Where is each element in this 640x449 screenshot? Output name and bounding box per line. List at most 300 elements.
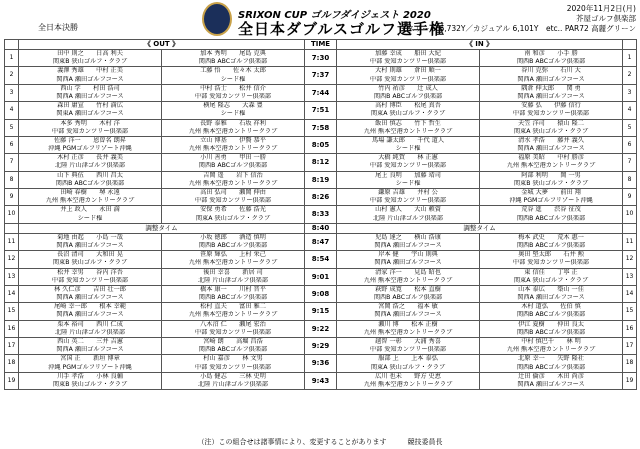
player-names: 中村 浩士 松井 信介 [200,84,266,92]
club-name: 中部 愛知カンツリー倶楽部 [51,276,129,284]
club-name: 九州 熊本空港カントリークラブ [188,179,278,187]
player-names: 高田 弘司 瀬岡 伸由 [200,189,266,196]
player-names: 栗本 裕司 西川 仁成 [57,320,123,328]
pair-cell [337,372,480,389]
club-name: 九州 熊本空港カントリークラブ [188,127,278,135]
player-names: 山村 憲人 大山 頼資 [375,206,441,214]
pair-cell [480,355,623,372]
club-name: 関西B ABCゴルフ倶楽部 [516,328,586,336]
player-names: 北原 幸一 矢野 隆社 [518,355,584,363]
table-row [5,67,637,84]
player-names: 竹内 祐彦 辻 成人 [378,84,438,92]
player-names: 後田 幸喜 新居 司 [203,268,263,276]
club-name: 関西A 瀬田ゴルフコース [517,92,585,100]
pair-cell [162,233,305,250]
pair-cell [337,50,480,67]
player-names: 辻田 倫彦 木田 尚彦 [518,372,584,380]
pair-cell [162,206,305,223]
pair-cell [480,303,623,320]
pair-cell [162,171,305,188]
player-names: 八木沼 仁 瀬尾 宏治 [200,320,266,328]
player-names: 阿部 利明 岡 一男 [521,171,581,179]
player-names: 安藤 弘 伊藤 信行 [521,102,581,110]
player-names: 鎌原 吉雄 井村 公 [378,189,438,196]
player-names: 梅本 武史 荒木 惠一 [518,233,584,241]
club-name: 中部 愛知カンツリー倶楽部 [369,58,447,66]
group-number: 18 [623,355,637,372]
pair-cell [19,355,162,372]
table-row [5,136,637,153]
group-number: 11 [623,233,637,250]
pair-cell [480,119,623,136]
tee-time: 8:19 [305,171,337,188]
pair-cell [162,102,305,119]
tee-time: 7:44 [305,84,337,101]
out-header: 《 OUT 》 [19,40,305,50]
group-number: 5 [623,119,637,136]
club-name: 九州 熊本空港カントリークラブ [363,276,453,284]
club-name: シード権 [220,75,246,83]
player-names: 越智 一彰 大浦 秀喜 [375,338,441,345]
club-name: 中部 愛知カンツリー倶楽部 [512,259,590,267]
club-name: 関西A 瀬田ゴルフコース [374,259,442,267]
group-number: 6 [623,136,637,153]
player-names: 瀬川 博 松本 正樹 [378,320,438,328]
group-number: 19 [5,372,19,389]
pair-cell [19,136,162,153]
logo-title: 全日本ダブルスゴルフ選手権 [238,20,445,38]
adjust-row [5,223,637,233]
group-number: 14 [623,285,637,302]
adjust-time: 8:40 [305,223,337,233]
club-name: 関西A 瀬田ゴルフコース [517,294,585,302]
group-number: 18 [5,355,19,372]
pair-cell [480,206,623,223]
group-number: 12 [623,251,637,268]
player-names: 大村 則雄 倉田 順一 [375,67,441,75]
table-row [5,285,637,302]
table-row [5,84,637,101]
club-name: 関西B ABCゴルフ倶楽部 [198,346,268,354]
club-name: 沖縄 PGMゴルフリゾート沖縄 [48,363,132,371]
pair-cell [480,189,623,206]
club-name: 関東B 狭山ゴルフ・クラブ [52,58,128,66]
club-name: 関西B ABCゴルフ倶楽部 [516,241,586,249]
player-names: 小島 健志 三林 史明 [200,372,266,380]
player-names: 飯田 慎志 竹下 哲生 [375,119,441,127]
player-names: 井上 政人 永田 満 [60,206,120,214]
club-name: 関西A 瀬田ゴルフコース [56,294,124,302]
time-header: TIME [305,40,337,50]
pair-cell [19,171,162,188]
pair-cell [162,50,305,67]
group-number: 14 [5,285,19,302]
pair-cell [19,338,162,355]
group-number: 10 [623,206,637,223]
tee-time: 9:36 [305,355,337,372]
player-names: 児島 達之 横山 浩康 [375,233,441,241]
pair-cell [480,320,623,337]
club-name: 関西A 瀬田ゴルフコース [374,311,442,319]
pair-cell [337,206,480,223]
pair-cell [337,102,480,119]
table-header [5,40,637,50]
player-names: 立山 博基 伊贅 恭平 [200,136,266,144]
pair-cell [19,102,162,119]
pair-cell [337,320,480,337]
pair-cell [162,285,305,302]
group-number: 2 [5,67,19,84]
pair-cell [19,50,162,67]
player-names: 菊地 由起 小島 一哉 [57,233,123,241]
group-number: 17 [5,338,19,355]
club-name: 九州 熊本空港カントリークラブ [188,259,278,267]
tee-time: 7:58 [305,119,337,136]
club-name: シード権 [395,145,421,153]
player-names: 川手 孝浩 小林 良輔 [57,372,123,380]
tee-time: 9:29 [305,338,337,355]
pair-cell [19,372,162,389]
table-row [5,355,637,372]
group-number: 16 [623,320,637,337]
player-names: 中村 慎巴千 林 明 [521,338,581,345]
player-names: 尾崎 幸一郎 根本 幸範 [54,303,126,311]
player-names: 村山 嘉彦 林 文男 [203,355,263,363]
player-names: 木村 正彦 長井 義美 [57,154,123,162]
player-names: 清家 洋一 見島 昭也 [375,268,441,276]
group-number: 1 [5,50,19,67]
pair-cell [337,268,480,285]
player-names: 高村 博臣 松尾 真吾 [375,102,441,110]
group-number: 8 [623,171,637,188]
club-name: 中部 愛知カンツリー倶楽部 [369,346,447,354]
group-number: 2 [623,67,637,84]
table-row [5,206,637,223]
club-name: 北陸 片山津ゴルフ倶楽部 [197,276,269,284]
pair-cell [162,136,305,153]
player-names: 広川 也未 野方 史恵 [375,372,441,380]
pair-cell [162,154,305,171]
pair-cell [337,251,480,268]
club-name: 関西A 瀬田ゴルフコース [56,92,124,100]
player-names: 服部 上 上本 泰弘 [378,355,438,363]
pair-cell [480,67,623,84]
club-name: 九州 熊本空港カントリークラブ [506,162,596,170]
pair-cell [480,102,623,119]
club-name: 沖縄 PGMゴルフリゾート沖縄 [509,197,593,205]
player-names: 谷川 克弥 石川 大 [521,67,581,75]
player-names: 本多 秀明 木村 洋 [60,119,120,127]
club-name: 関西B ABCゴルフ倶楽部 [198,241,268,249]
pair-cell [162,67,305,84]
player-names: 加藤 幸成 船田 大紀 [375,50,441,57]
club-name: 関西B ABCゴルフ倶楽部 [55,179,125,187]
club-name: 中部 愛知カンツリー倶楽部 [194,92,272,100]
group-number: 7 [623,154,637,171]
pair-cell [337,189,480,206]
club-name: 関東B 狭山ゴルフ・クラブ [52,380,128,388]
pair-cell [480,285,623,302]
club-name: 九州 熊本空港カントリークラブ [363,380,453,388]
tee-time: 9:15 [305,303,337,320]
pair-cell [337,154,480,171]
pair-cell [162,268,305,285]
pair-cell [480,251,623,268]
group-number: 12 [5,251,19,268]
club-name: 関西B ABCゴルフ倶楽部 [516,58,586,66]
group-number: 3 [623,84,637,101]
player-names: 佐藤 洋一 恩曽名 朗昇 [54,136,126,144]
player-names: 小坂 徳郎 酒造 慎明 [200,233,266,241]
pair-cell [19,268,162,285]
event-date: 2020年11月2日(月) [566,4,636,13]
club-name: シード権 [77,214,103,222]
club-name: 関東A 狭山ゴルフ・クラブ [513,127,589,135]
pair-cell [337,285,480,302]
player-names: 小川 善勇 甲田 一勝 [200,154,266,162]
group-number: 15 [5,303,19,320]
player-names: 松村 直夫 富田 雅二 [200,303,266,311]
group-number: 16 [5,320,19,337]
club-name: 関西B ABCゴルフ倶楽部 [516,363,586,371]
pair-cell [19,285,162,302]
player-names: 隅倉 伸太郎 関 勇 [521,84,581,92]
tee-time: 9:01 [305,268,337,285]
table-row [5,119,637,136]
pairing-table [4,39,637,390]
tee-time: 9:08 [305,285,337,302]
group-number: 10 [5,206,19,223]
player-names: 義澤 秀雄 中村 正美 [57,67,123,75]
tee-time: 8:33 [305,206,337,223]
club-name: 中部 愛知カンツリー倶楽部 [194,197,272,205]
club-name: 関東A 瀬田ゴルフコース [56,110,124,118]
player-names: 福原 美昭 中村 勝彦 [518,154,584,162]
pair-cell [480,338,623,355]
group-number: 9 [623,189,637,206]
table-row [5,50,637,67]
club-name: 北陸 片山津ゴルフ倶楽部 [373,214,444,222]
club-name: 沖縄 PGMゴルフリゾート沖縄 [48,145,132,153]
pair-cell [19,303,162,320]
tee-time: 7:37 [305,67,337,84]
club-name: 関西B ABCゴルフ倶楽部 [198,162,268,170]
player-names: 横尾 隆志 大森 豊 [203,102,263,110]
table-row [5,338,637,355]
pair-cell [480,154,623,171]
player-names: 天笠 洋司 猿山 隆二 [518,119,584,127]
pair-cell [337,67,480,84]
player-names: 宮崎 朗 高堀 昌浩 [203,338,263,345]
pair-cell [480,268,623,285]
club-name: シード権 [395,179,421,187]
club-name: 九州 熊本空港カントリークラブ [363,328,453,336]
player-names: 笹原 輝弘 上村 栄己 [200,251,266,259]
group-number: 19 [623,372,637,389]
club-name: 関東A 狭山ゴルフ・クラブ [370,363,446,371]
group-number: 15 [623,303,637,320]
club-name: 関東A 狭山ゴルフ・クラブ [513,276,589,284]
pair-cell [480,136,623,153]
pair-cell [19,67,162,84]
pair-cell [19,233,162,250]
club-name: 関東A 狭山ゴルフ・クラブ [370,110,446,118]
club-name: 関西B ABCゴルフ倶楽部 [198,294,268,302]
player-names: 吉岡 遥 岩下 信治 [203,171,263,179]
pair-cell [337,233,480,250]
group-number: 4 [623,102,637,119]
club-name: 関西A 瀬田ゴルフコース [56,311,124,319]
group-number: 3 [5,84,19,101]
player-names: 松井 幸男 谷内 洋吾 [57,268,123,276]
group-number: 11 [5,233,19,250]
pair-cell [19,320,162,337]
club-name: 関西A 瀬田ゴルフコース [56,75,124,83]
player-names: 木村 道弘 佐伯 慎 [521,303,581,311]
pair-cell [19,206,162,223]
pair-cell [162,119,305,136]
club-name: 中部 愛知カンツリー倶楽部 [369,75,447,83]
pair-cell [19,189,162,206]
player-names: 荒谷 進 渋谷 征茂 [521,206,581,214]
pair-cell [19,119,162,136]
table-row [5,233,637,250]
player-names: 森田 庸宣 竹村 満広 [57,102,123,110]
tee-time: 9:22 [305,320,337,337]
player-names: 林 久仁彦 吉田 壮一郎 [54,285,126,293]
club-name: 中部 愛知カンツリー倶楽部 [51,127,129,135]
player-names: 馬場 謙太郎 千代 道人 [372,136,445,144]
group-number: 17 [623,338,637,355]
pair-cell [162,338,305,355]
club-name: 関西B ABCゴルフ倶楽部 [373,294,443,302]
club-name: 中部 愛知カンツリー倶楽部 [194,363,272,371]
player-names: 萩野 成寛 松本 直樹 [375,285,441,293]
group-number: 13 [623,268,637,285]
tee-time: 8:47 [305,233,337,250]
pair-cell [162,355,305,372]
club-name: 関西B ABCゴルフ倶楽部 [516,311,586,319]
table-row [5,268,637,285]
club-name: 関西B ABCゴルフ倶楽部 [198,58,268,66]
group-number: 4 [5,102,19,119]
emblem-icon [202,2,232,36]
player-names: 長沼 清司 大和田 晃 [57,251,123,259]
adjust-label-out: 調整タイム [19,223,305,233]
group-number: 1 [623,50,637,67]
pair-cell [337,338,480,355]
player-names: 田中 則之 日高 利夫 [57,50,123,57]
pair-cell [480,84,623,101]
club-name: 関東A 狭山ゴルフ・クラブ [195,214,271,222]
adjust-label-in: 調整タイム [337,223,623,233]
pair-cell [162,84,305,101]
logo-brand: SRIXON CUP ゴルフダイジェスト 2020 [238,10,431,21]
pair-cell [337,136,480,153]
player-names: 工藤 悟 佐々木 太郎 [200,67,266,75]
player-names: 山本 泰広 築山 一佳 [518,285,584,293]
club-name: 関西A 瀬田ゴルフコース [517,75,585,83]
club-name: 北陸 片山津ゴルフ倶楽部 [54,162,126,170]
club-name: 関西B ABCゴルフ倶楽部 [516,214,586,222]
pair-cell [337,303,480,320]
pair-cell [337,355,480,372]
player-names: 伊江 夏樹 仲田 良太 [518,320,584,328]
player-names: 清水 孝浩 藤井 義久 [518,136,584,144]
tee-time: 7:30 [305,50,337,67]
pair-cell [337,84,480,101]
club-name: 中部 愛知カンツリー倶楽部 [512,110,590,118]
table-row [5,320,637,337]
footer-note: （注）この組合せは諸事情により、変更することがあります 競技委員長 [197,438,443,446]
pair-cell [19,154,162,171]
player-names: 宮国 正 新垣 博章 [60,355,120,363]
club-name: 北陸 片山津ゴルフ倶楽部 [54,328,126,336]
group-number: 13 [5,268,19,285]
club-name: 関東B 狭山ゴルフ・クラブ [52,259,128,267]
pair-cell [162,189,305,206]
club-name: 九州 熊本空港カントリークラブ [506,346,596,354]
player-names: 田崎 春樹 堺 永遠 [60,189,120,196]
player-names: 安保 勇希 佐藤 浩光 [200,206,266,214]
club-name: 関西A 瀬田ゴルフコース [56,241,124,249]
table-row [5,372,637,389]
group-number: 7 [5,154,19,171]
pair-cell [480,171,623,188]
pair-cell [162,320,305,337]
club-name: 九州 熊本空港カントリークラブ [188,311,278,319]
player-names: 尾上 良明 加藤 靖司 [375,171,441,179]
pair-cell [19,84,162,101]
player-names: 山下 典伍 西川 昌太 [57,171,123,179]
club-name: 関西A 瀬田ゴルフコース [517,145,585,153]
club-name: 関西A 瀬田ゴルフコース [374,241,442,249]
course-info: アスリート 6,732Y／カジュアル 6,101Y etc.. PAR72 高麗グリーン [399,24,636,33]
pair-cell [337,119,480,136]
tee-time: 8:26 [305,189,337,206]
pair-cell [19,251,162,268]
club-name: 九州 熊本空港カントリークラブ [363,127,453,135]
table-row [5,154,637,171]
in-header: 《 IN 》 [337,40,623,50]
club-name: 北陸 片山津ゴルフ倶楽部 [197,380,269,388]
club-name: シード権 [220,110,246,118]
pair-cell [162,372,305,389]
tee-time: 9:43 [305,372,337,389]
pair-cell [162,303,305,320]
player-names: 南 和彦 小手 勝 [524,50,578,57]
club-name: 九州 熊本空港カントリークラブ [45,197,135,205]
tee-time: 7:51 [305,102,337,119]
group-number: 6 [5,136,19,153]
event-info [400,4,636,34]
player-names: 宮岡 浩之 福本 敏 [378,303,438,311]
player-names: 西山 学 村田 浩司 [60,84,120,92]
club-name: 関西A 瀬田ゴルフコース [56,346,124,354]
player-names: 橋本 康一 川村 晋平 [200,285,266,293]
tee-time: 8:54 [305,251,337,268]
pair-cell [480,50,623,67]
club-name: 中部 愛知カンツリー倶楽部 [369,197,447,205]
group-number: 8 [5,171,19,188]
player-names: 加本 秀明 尾島 克典 [200,50,266,57]
table-row [5,189,637,206]
group-number: 9 [5,189,19,206]
club-name: 関東B 狭山ゴルフ・クラブ [513,179,589,187]
tee-time: 8:12 [305,154,337,171]
player-names: 長野 泰雅 石坂 祥利 [200,119,266,127]
table-row [5,251,637,268]
